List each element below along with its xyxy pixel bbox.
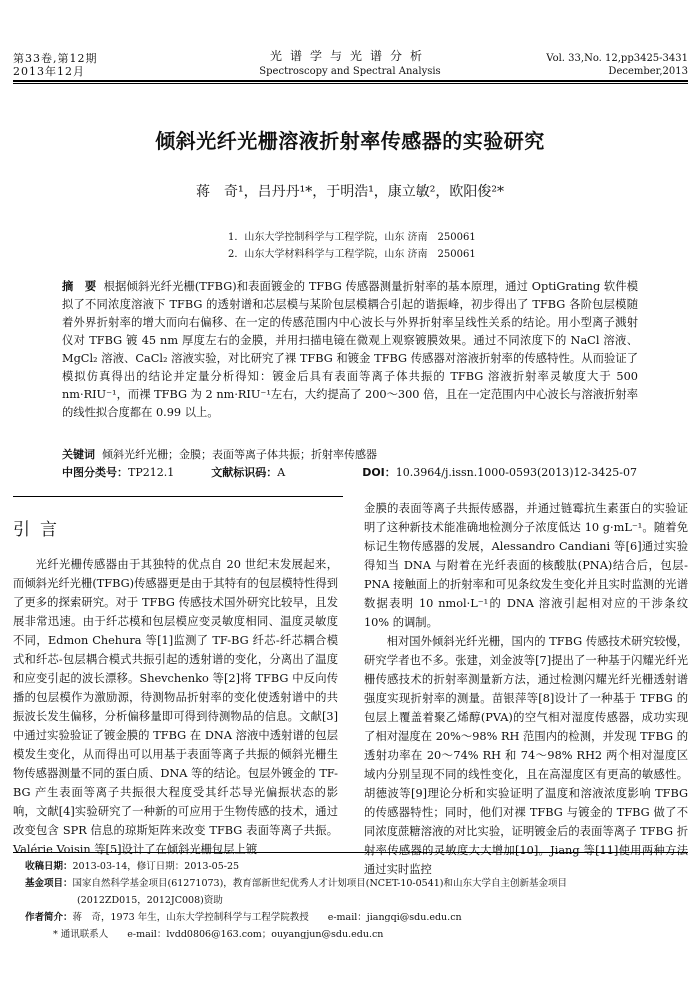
journal-name-zh: 光谱学与光谱分析 — [269, 49, 430, 63]
affiliations — [228, 229, 476, 263]
paragraph: 金膜的表面等离子共振传感器，并通过链霉抗生素蛋白的实验证明了这种新技术能准确地检测分子浓度低达 10 g·mL⁻¹。随着免标记生物传感器的发展，Alessandro Candiani 等[6]通过实验得知当 DNA 与附着在光纤表面的核酸肽(PNA)结合后，包层-PNA 接触面上的折射率和可见条纹发生变化并且实时监测的光谱数据表明 10 nmol·L⁻¹的 DNA 溶液引起相对应的干涉条纹 10% 的调制。 — [364, 502, 688, 629]
keywords-label: 关键词 — [62, 448, 95, 461]
clc-value: TP212.1 — [128, 466, 175, 479]
doc-code-label: 文献标识码： — [211, 466, 278, 479]
volume-issue: 第33卷,第12期 — [13, 52, 98, 65]
abstract — [62, 278, 638, 422]
affiliation-2: 2．山东大学材料科学与工程学院，山东 济南 250061 — [228, 249, 476, 260]
month-year: December,2013 — [608, 66, 688, 77]
paragraph: 相对国外倾斜光纤光栅，国内的 TFBG 传感技术研究较慢，研究学者也不多。张建，刘金波等[7]提出了一种基于闪耀光纤光栅传感技术的折射率测量新方法，通过检测闪耀光纤光栅透射谱强度实现折射率的测量。苗银萍等[8]设计了一种基于 TFBG 的包层上覆盖着聚乙烯醇(PVA)的空气相对湿度传感器，成功实现了相对湿度在 20%～98% RH 范围内的检测，并发现 TFBG 的透射功率在 20～74% RH 和 74～98% RH2 两个相对湿度区域内分别呈现不同的线性变化，且在高湿度区有更高的敏感性。胡德波等[9]理论分析和实验证明了温度和溶液浓度影响 TFBG 的传感器特性；同时，他们对裸 TFBG 与镀金的 TFBG 做了不同浓度蔗糖溶液的对比实验，证明镀金后的表面等离子 TFBG 折射率传感器的灵敏度大大增加[10]。Jiang 等[11]使用两种方法通过实时监控 — [364, 635, 688, 876]
clc-label: 中图分类号： — [62, 466, 128, 479]
fund-info: 基金项目：国家自然科学基金项目(61271073)，教育部新世纪优秀人才计划项目(NCET-10-0541)和山东大学自主创新基金项目 — [25, 878, 568, 889]
header-rule-bottom — [13, 83, 688, 84]
footnotes — [25, 858, 690, 943]
journal-pages-info — [546, 52, 688, 78]
affiliation-1: 1．山东大学控制科学与工程学院，山东 济南 250061 — [228, 232, 476, 243]
received-date: 收稿日期：2013-03-14，修订日期：2013-05-25 — [25, 861, 240, 872]
journal-name-en: Spectroscopy and Spectral Analysis — [259, 66, 441, 77]
volume-pages: Vol. 33,No. 12,pp3425-3431 — [546, 53, 688, 64]
right-column — [364, 499, 688, 879]
footnote-rule — [13, 852, 688, 853]
abstract-text: 根据倾斜光纤光栅(TFBG)和表面镀金的 TFBG 传感器测量折射率的基本原理，通过 OptiGrating 软件模拟了不同浓度溶液下 TFBG 的透射谱和芯层模与某阶包层模耦合引起的谐振峰，初步得出了 TFBG 各阶包层模随着外界折射率的增大而向右偏移、在一定的传感范围内中心波长与外界折射率呈线性关系的结论。用小型离子溅射仪对 TFBG 镀 45 nm 厚度左右的金膜，并用扫描电镜在微观上观察镀膜效果。通过不同浓度下的 NaCl 溶液、MgCl₂ 溶液、CaCl₂ 溶液实验，对比研究了裸 TFBG 和镀金 TFBG 传感器对溶液折射率的传感特性。从而验证了模拟仿真得出的结论并定量分析得知：镀金后具有表面等离子体共振的 TFBG 溶液折射率灵敏度大于 500 nm·RIU⁻¹，而裸 TFBG 为 2 nm·RIU⁻¹左右，大约提高了 200～300 倍，且在一定范围内中心波长与溶液折射率的线性拟合度都在 0.99 以上。 — [62, 280, 638, 419]
paper-title: 倾斜光纤光栅溶液折射率传感器的实验研究 — [155, 129, 545, 153]
doi-value: 10.3964/j.issn.1000-0593(2013)12-3425-07 — [395, 466, 637, 479]
section-rule — [13, 496, 343, 497]
fund-info-cont: (2012ZD015，2012JC008)资助 — [77, 895, 223, 906]
keywords — [62, 446, 377, 462]
doc-code-value: A — [277, 466, 286, 479]
section-title: 引言 — [13, 520, 67, 540]
header-rule-top — [13, 80, 688, 82]
keywords-text: 倾斜光纤光栅；金膜；表面等离子体共振；折射率传感器 — [102, 448, 377, 461]
abstract-label: 摘 要 — [62, 280, 97, 293]
author-bio: 作者简介：蒋 奇，1973 年生，山东大学控制科学与工程学院教授 e-mail：jiangqi@sdu.edu.cn — [25, 912, 462, 923]
doi-label: DOI： — [362, 466, 396, 479]
corresponding-author: * 通讯联系人 e-mail：lvdd0806@163.com；ouyangjun@sdu.edu.cn — [53, 929, 384, 940]
left-column — [13, 555, 338, 859]
author-list: 蒋 奇¹，吕丹丹¹*，于明浩¹，康立敏²，欧阳俊²* — [195, 184, 505, 200]
paragraph: 光纤光栅传感器由于其独特的优点自 20 世纪末发展起来，而倾斜光纤光栅(TFBG)传感器更是由于其特有的包层模特性得到了更多的探索研究。对于 TFBG 传感技术国外研究比较早，且发展非常迅速。由于纤芯模和包层模应变灵敏度相同、温度灵敏度不同，Edmon Chehura 等[1]监测了 TF-BG 纤芯-纤芯耦合模式和纤芯-包层耦合模式共振引起的透射谱的变化，分离出了温度和应变引起的波长漂移。Shevchenko 等[2]将 TFBG 中反向传播的包层模作为激励源，待测物品折射率的变化使透射谱中的共振波长发生偏移，分析偏移量即可得到待测物品的信息。文献[3]中通过实验验证了镀金膜的 TFBG 在 DNA 溶液中透射谱的包层模发生变化，从而得出可以用基于表面等离子共振的倾斜光栅生物传感器测量不同的蛋白质、DNA 等的结论。包层外镀金的 TF-BG 产生表面等离子共振很大程度受其纤芯导光偏振状态的影响，文献[4]实验研究了一种新的可应用于生物传感的技术，通过改变包含 SPR 信息的琼斯矩阵来改变 TFBG 表面等离子共振。Valérie Voisin 等[5]设计了在倾斜光栅包层上镀 — [13, 558, 338, 856]
classification-line — [62, 464, 642, 480]
publication-date: 2013年12月 — [13, 65, 85, 78]
